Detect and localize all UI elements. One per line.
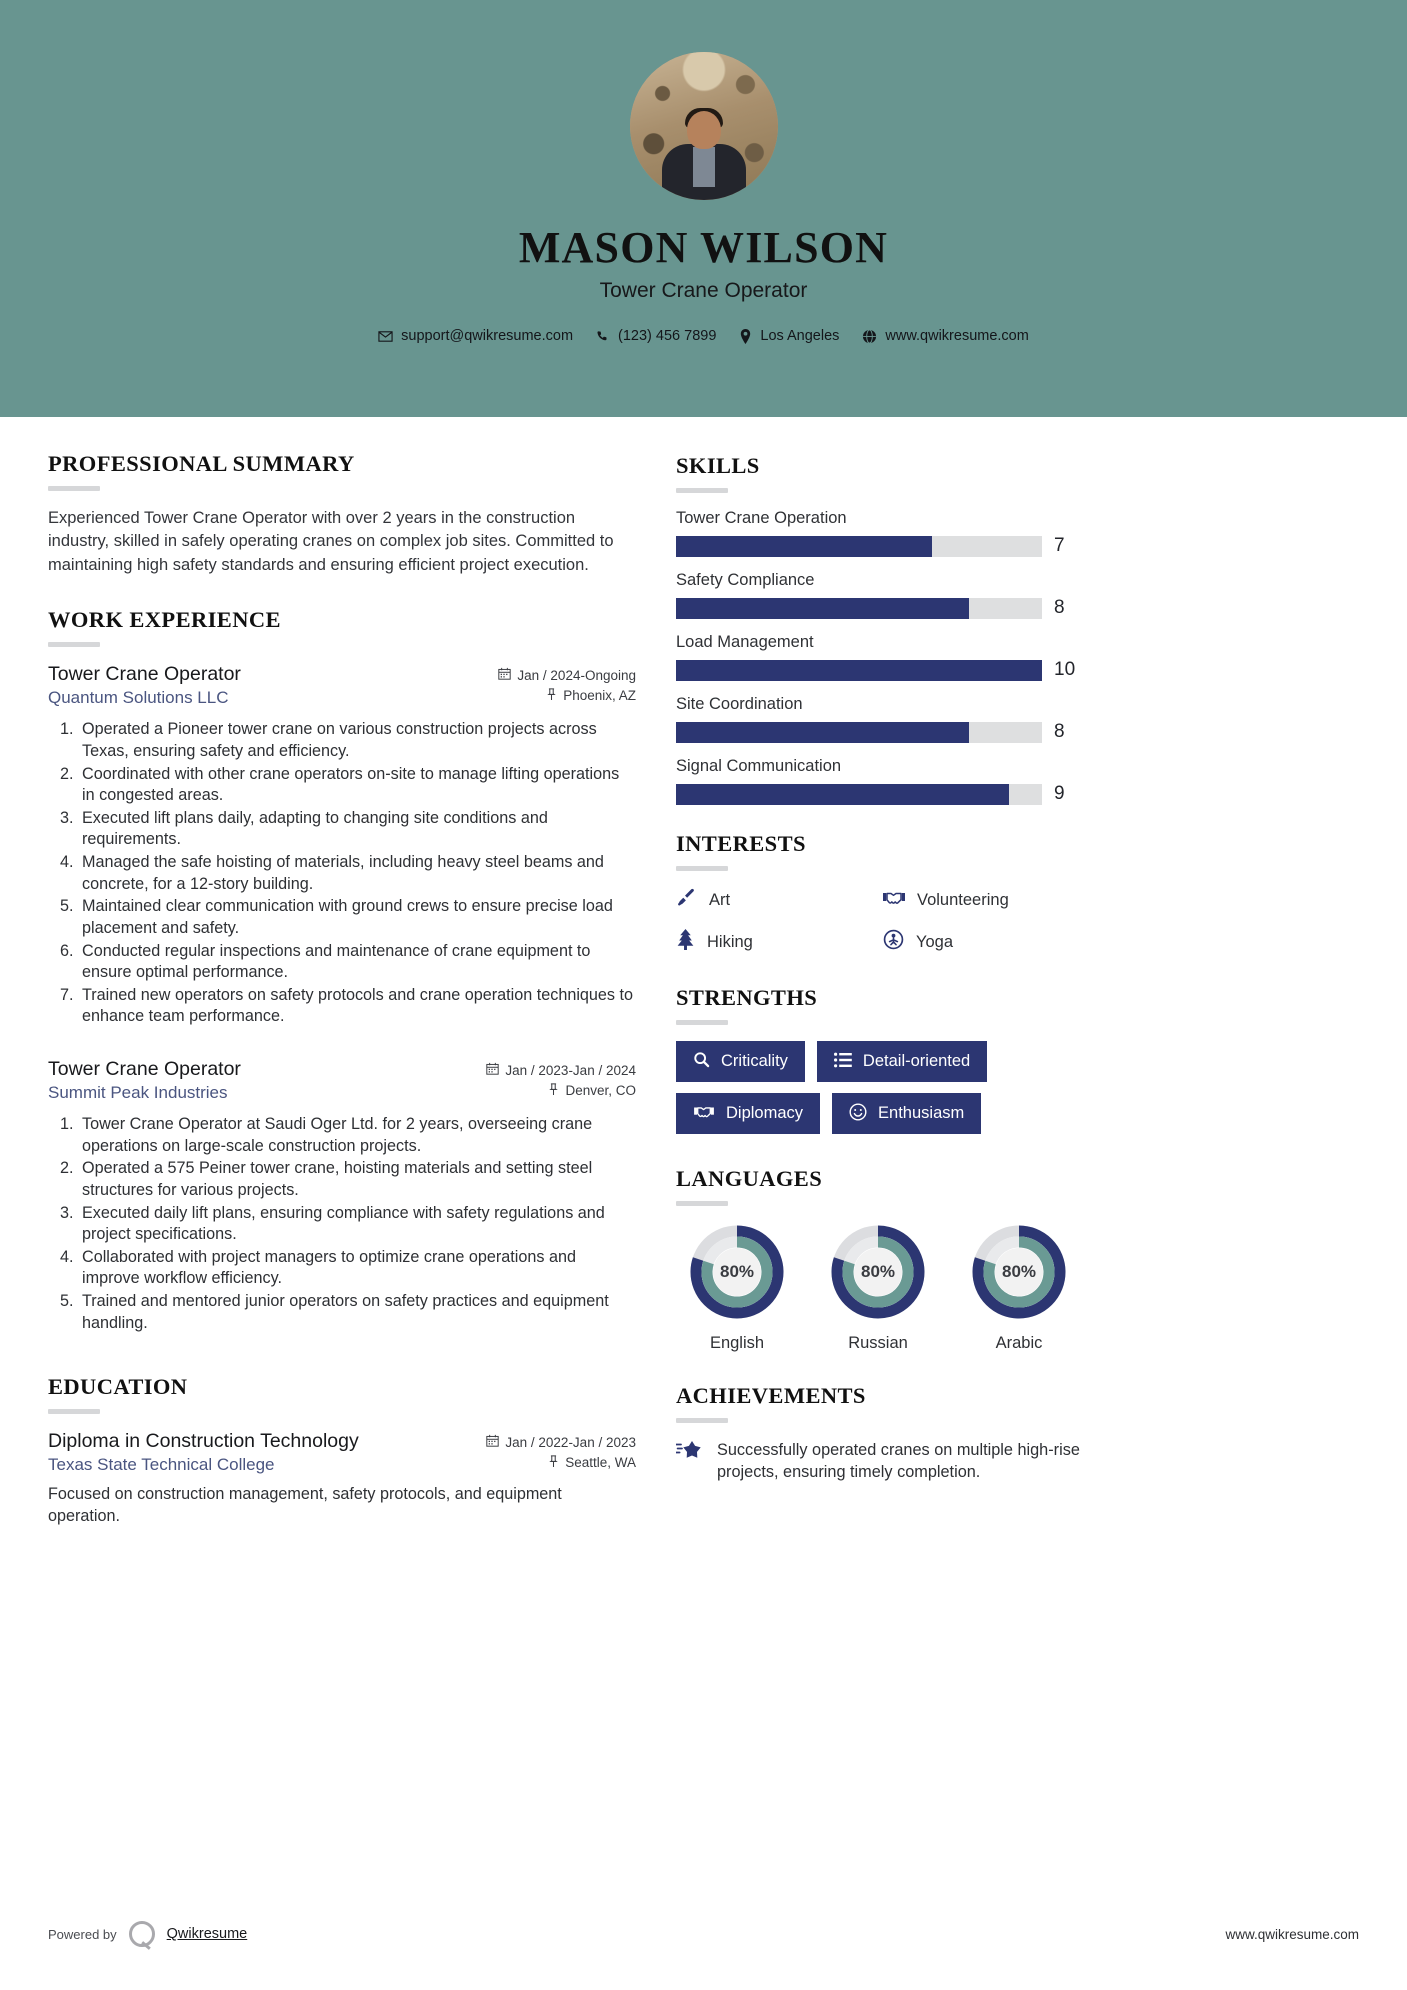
language-label: Arabic xyxy=(995,1334,1043,1352)
paintbrush-icon xyxy=(676,887,697,913)
job-duties-list xyxy=(78,1114,636,1334)
language-percent: 80% xyxy=(860,1262,896,1281)
section-divider xyxy=(48,486,100,491)
skill-value: 7 xyxy=(1054,535,1065,556)
skill-bar-fill xyxy=(676,722,969,743)
list-item: 2. Operated a 575 Peiner tower crane, hoisting materials and setting steel structures for various projects. xyxy=(78,1158,636,1201)
skill-bar xyxy=(676,536,1042,557)
list-item: 1. Operated a Pioneer tower crane on various construction projects across Texas, ensuring safety and efficiency. xyxy=(78,719,636,762)
handshake-icon xyxy=(883,888,905,913)
tree-icon xyxy=(676,929,695,955)
experience-item xyxy=(48,663,636,1028)
language-item xyxy=(821,1224,935,1353)
section-title-interests: INTERESTS xyxy=(676,831,806,856)
pin-icon xyxy=(548,1083,559,1098)
strength-badge-enthusiasm[interactable] xyxy=(832,1093,981,1135)
right-column xyxy=(676,451,1080,1528)
magnifier-icon xyxy=(693,1051,710,1072)
contact-email-text: support@qwikresume.com xyxy=(401,328,574,344)
education-location-text: Seattle, WA xyxy=(565,1455,636,1471)
list-item: 5. Trained and mentored junior operators on safety practices and equipment handling. xyxy=(78,1291,636,1334)
handshake-icon xyxy=(693,1103,715,1125)
strength-badge-detail-oriented[interactable] xyxy=(817,1041,987,1082)
job-meta xyxy=(486,1058,636,1078)
list-item: 3. Executed lift plans daily, adapting to changing site conditions and requirements. xyxy=(78,808,636,851)
resume-body xyxy=(0,417,1407,1528)
list-item: 4. Collaborated with project managers to optimize crane operations and improve workflow efficiency. xyxy=(78,1247,636,1290)
avatar-head xyxy=(687,111,721,149)
skill-bar-fill xyxy=(676,784,1009,805)
education-description: Focused on construction management, safety protocols, and equipment operation. xyxy=(48,1485,562,1526)
job-location-text: Denver, CO xyxy=(565,1083,636,1099)
education-dates xyxy=(486,1434,636,1450)
section-title-skills: SKILLS xyxy=(676,453,760,478)
summary-text: Experienced Tower Crane Operator with over 2 years in the construction industry, skilled in safely operating cranes on complex job sites. Committed to maintaining high safety standards and ensuring efficient project execution. xyxy=(48,509,614,574)
strength-label: Diplomacy xyxy=(726,1104,804,1122)
job-title: Tower Crane Operator xyxy=(48,663,241,686)
skill-bar-fill xyxy=(676,660,1042,681)
contact-website[interactable] xyxy=(855,328,1035,344)
language-label: English xyxy=(709,1334,765,1352)
skill-value: 9 xyxy=(1054,783,1065,804)
interest-item xyxy=(883,887,1080,913)
strength-badge-diplomacy[interactable] xyxy=(676,1093,820,1135)
education-degree: Diploma in Construction Technology xyxy=(48,1430,359,1453)
envelope-icon xyxy=(378,329,393,344)
phone-icon xyxy=(596,329,610,343)
job-company[interactable]: Quantum Solutions LLC xyxy=(48,688,229,708)
language-percent: 80% xyxy=(719,1262,755,1281)
skill-item xyxy=(676,509,1080,557)
job-role-subtitle: Tower Crane Operator xyxy=(599,279,808,302)
job-location xyxy=(546,688,636,703)
list-item: 4. Managed the safe hoisting of materials, including heavy steel beams and concrete, for a 12-story building. xyxy=(78,852,636,895)
interest-label: Yoga xyxy=(916,932,954,951)
skill-label: Tower Crane Operation xyxy=(676,509,847,527)
list-item: 2. Coordinated with other crane operators on-site to manage lifting operations in congested areas. xyxy=(78,764,636,807)
avatar xyxy=(630,52,778,200)
strength-badge-criticality[interactable] xyxy=(676,1041,805,1082)
list-item: 7. Trained new operators on safety protocols and crane operation techniques to enhance team performance. xyxy=(78,985,636,1028)
education-meta xyxy=(486,1430,636,1450)
skill-bar-fill xyxy=(676,536,932,557)
contact-location-text: Los Angeles xyxy=(760,328,840,344)
skill-bar xyxy=(676,722,1042,743)
education-school[interactable]: Texas State Technical College xyxy=(48,1455,275,1475)
section-divider xyxy=(676,866,728,871)
section-divider xyxy=(48,642,100,647)
page-title: MASON WILSON xyxy=(518,223,889,272)
interest-label: Volunteering xyxy=(917,890,1009,909)
list-item: 1. Tower Crane Operator at Saudi Oger Ltd. for 2 years, overseeing crane operations on large-scale construction projects. xyxy=(78,1114,636,1157)
skill-label: Site Coordination xyxy=(676,695,803,713)
languages-list xyxy=(676,1222,1080,1353)
star-icon xyxy=(676,1439,703,1468)
language-item xyxy=(680,1224,794,1353)
strength-label: Criticality xyxy=(721,1052,788,1070)
language-label: Russian xyxy=(848,1334,908,1352)
pin-icon xyxy=(546,688,557,703)
contact-phone[interactable] xyxy=(589,328,723,344)
calendar-icon xyxy=(486,1434,499,1450)
strength-label: Detail-oriented xyxy=(862,1052,971,1070)
skill-item xyxy=(676,571,1080,619)
skill-label: Load Management xyxy=(676,633,814,651)
job-dates-text: Jan / 2023-Jan / 2024 xyxy=(505,1062,636,1078)
job-duties-list xyxy=(78,719,636,1028)
language-donut xyxy=(830,1224,926,1320)
section-title-education: EDUCATION xyxy=(48,1374,188,1400)
interest-item xyxy=(883,929,1080,955)
language-item xyxy=(962,1224,1076,1353)
section-title-languages: LANGUAGES xyxy=(676,1166,823,1191)
skill-label: Signal Communication xyxy=(676,757,842,775)
avatar-shirt xyxy=(693,147,715,187)
job-company[interactable]: Summit Peak Industries xyxy=(48,1083,228,1103)
calendar-icon xyxy=(498,667,511,683)
list-item: 6. Conducted regular inspections and maintenance of crane equipment to ensure optimal performance. xyxy=(78,941,636,984)
education-location xyxy=(548,1455,636,1470)
contact-bar xyxy=(371,328,1036,344)
skill-value: 8 xyxy=(1054,721,1065,742)
section-divider xyxy=(676,488,728,493)
section-title-achievements: ACHIEVEMENTS xyxy=(676,1383,866,1408)
language-percent: 80% xyxy=(1001,1262,1037,1281)
job-location-text: Phoenix, AZ xyxy=(563,688,636,704)
skill-item xyxy=(676,757,1080,805)
education-dates-text: Jan / 2022-Jan / 2023 xyxy=(505,1434,636,1450)
qwikresume-link[interactable]: Qwikresume xyxy=(166,1926,248,1942)
interest-label: Hiking xyxy=(707,932,753,951)
education-item xyxy=(48,1430,636,1528)
section-divider xyxy=(676,1020,728,1025)
skill-item xyxy=(676,695,1080,743)
job-location xyxy=(548,1083,636,1098)
job-title: Tower Crane Operator xyxy=(48,1058,241,1081)
qwikresume-logo-icon xyxy=(129,1921,155,1947)
powered-by-label: Powered by xyxy=(48,1926,117,1942)
experience-item xyxy=(48,1058,636,1334)
yoga-icon xyxy=(883,929,904,955)
smiley-icon xyxy=(849,1103,867,1125)
interest-item xyxy=(676,887,873,913)
resume-header xyxy=(0,0,1407,417)
contact-website-text: www.qwikresume.com xyxy=(885,328,1029,344)
job-meta xyxy=(498,663,636,683)
achievement-text: Successfully operated cranes on multiple high-rise projects, ensuring timely completion. xyxy=(717,1441,1080,1482)
skill-bar xyxy=(676,660,1042,681)
language-donut xyxy=(971,1224,1067,1320)
job-dates xyxy=(498,667,636,683)
skill-value: 10 xyxy=(1054,659,1076,680)
section-title-summary: PROFESSIONAL SUMMARY xyxy=(48,451,355,476)
contact-location[interactable] xyxy=(732,328,846,344)
section-title-work: WORK EXPERIENCE xyxy=(48,607,281,633)
footer xyxy=(0,1878,1407,1990)
strength-label: Enthusiasm xyxy=(878,1104,965,1122)
skill-bar xyxy=(676,784,1042,805)
skill-item xyxy=(676,633,1080,681)
skill-value: 8 xyxy=(1054,597,1065,618)
globe-icon xyxy=(862,329,877,344)
list-item: 3. Executed daily lift plans, ensuring compliance with safety regulations and project specifications. xyxy=(78,1203,636,1246)
job-dates-text: Jan / 2024-Ongoing xyxy=(517,667,636,683)
section-title-strengths: STRENGTHS xyxy=(676,985,818,1010)
skill-bar-fill xyxy=(676,598,969,619)
skill-label: Safety Compliance xyxy=(676,571,815,589)
achievement-item xyxy=(676,1439,1080,1484)
map-pin-icon xyxy=(739,329,752,344)
left-column xyxy=(48,451,636,1528)
interest-item xyxy=(676,929,873,955)
avatar-person xyxy=(661,111,747,200)
calendar-icon xyxy=(486,1062,499,1078)
section-divider xyxy=(676,1418,728,1423)
language-donut xyxy=(689,1224,785,1320)
list-item: 5. Maintained clear communication with ground crews to ensure precise load placement and safety. xyxy=(78,896,636,939)
strengths-list xyxy=(676,1041,1080,1134)
section-divider xyxy=(48,1409,100,1414)
skill-bar xyxy=(676,598,1042,619)
list-icon xyxy=(834,1052,852,1072)
section-divider xyxy=(676,1201,728,1206)
contact-phone-text: (123) 456 7899 xyxy=(618,328,717,344)
interests-list xyxy=(676,887,1080,955)
interest-label: Art xyxy=(709,890,731,909)
job-dates xyxy=(486,1062,636,1078)
pin-icon xyxy=(548,1455,559,1470)
footer-website: www.qwikresume.com xyxy=(1225,1926,1359,1942)
contact-email[interactable] xyxy=(371,328,580,344)
